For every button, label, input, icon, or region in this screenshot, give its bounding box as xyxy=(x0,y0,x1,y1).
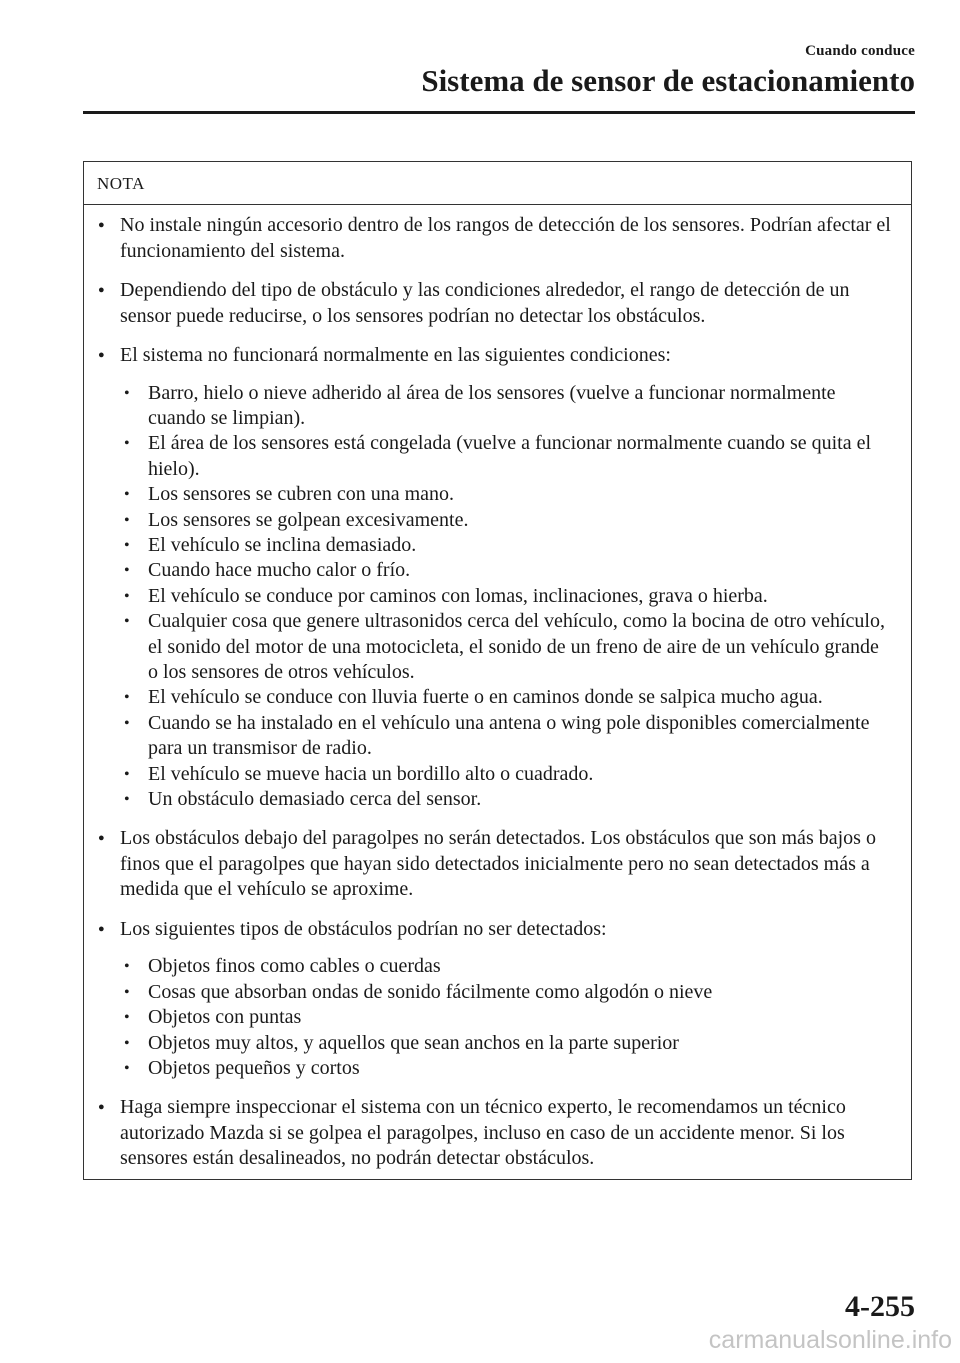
note-subitem: • El vehículo se conduce por caminos con lomas, inclinaciones, grava o hierba. xyxy=(120,584,893,609)
note-subitem: • Objetos muy altos, y aquellos que sean anchos en la parte superior xyxy=(120,1031,893,1056)
note-subitem: • Los sensores se golpean excesivamente. xyxy=(120,508,893,533)
page-number: 4-255 xyxy=(845,1290,915,1323)
note-subitem: • Objetos pequeños y cortos xyxy=(120,1056,893,1081)
note-item xyxy=(98,826,893,903)
note-sublist xyxy=(120,381,893,813)
page-header xyxy=(421,42,915,99)
note-item xyxy=(98,278,893,329)
note-heading: NOTA xyxy=(84,162,911,205)
note-box xyxy=(83,161,912,1180)
note-subitem: • Barro, hielo o nieve adherido al área de los sensores (vuelve a funcionar normalmente cuando se limpian). xyxy=(120,381,893,432)
note-item-text: El sistema no funcionará normalmente en las siguientes condiciones: xyxy=(120,344,671,366)
note-item-text: Los obstáculos debajo del paragolpes no serán detectados. Los obstáculos que son más bajos o finos que el paragolpes que hayan sido detectados inicialmente pero no sean detectados más a medida que el vehículo se aproxime. xyxy=(120,827,876,901)
note-subitem: • El área de los sensores está congelada (vuelve a funcionar normalmente cuando se quita el hielo). xyxy=(120,431,893,482)
note-item xyxy=(98,213,893,264)
header-divider xyxy=(83,111,915,114)
note-subitem: • Los sensores se cubren con una mano. xyxy=(120,482,893,507)
note-subitem: • Un obstáculo demasiado cerca del sensor. xyxy=(120,787,893,812)
note-item xyxy=(98,1095,893,1172)
note-subitem: • El vehículo se mueve hacia un bordillo alto o cuadrado. xyxy=(120,762,893,787)
note-item-text: Los siguientes tipos de obstáculos podrían no ser detectados: xyxy=(120,917,607,940)
note-item-text: Dependiendo del tipo de obstáculo y las condiciones alrededor, el rango de detección de un sensor puede reducirse, o los sensores podrían no detectar los obstáculos. xyxy=(120,279,850,327)
note-item-text: Haga siempre inspeccionar el sistema con un técnico experto, le recomendamos un técnico autorizado Mazda si se golpea el paragolpes, incluso en caso de un accidente menor. Si los sensores están desalineados, no podrán detectar obstáculos. xyxy=(120,1096,846,1170)
watermark: carmanualsonline.info xyxy=(708,1326,952,1354)
note-subitem: • Cualquier cosa que genere ultrasonidos cerca del vehículo, como la bocina de otro vehículo, el sonido del motor de una motocicleta, el sonido de un freno de aire de un vehículo grande o los sensores de otros vehículos. xyxy=(120,609,893,685)
chapter-title: Sistema de sensor de estacionamiento xyxy=(421,63,915,98)
note-item xyxy=(98,917,893,1082)
note-subitem: • Cosas que absorban ondas de sonido fácilmente como algodón o nieve xyxy=(120,980,893,1005)
note-sublist xyxy=(120,954,893,1081)
note-item xyxy=(98,343,893,812)
note-subitem: • Objetos finos como cables o cuerdas xyxy=(120,954,893,979)
note-body xyxy=(84,205,911,1172)
note-subitem: • Cuando hace mucho calor o frío. xyxy=(120,558,893,583)
note-subitem: • El vehículo se inclina demasiado. xyxy=(120,533,893,558)
note-subitem: • El vehículo se conduce con lluvia fuerte o en caminos donde se salpica mucho agua. xyxy=(120,685,893,710)
note-item-text: No instale ningún accesorio dentro de los rangos de detección de los sensores. Podrían afectar el funcionamiento del sistema. xyxy=(120,214,891,262)
note-subitem: • Objetos con puntas xyxy=(120,1005,893,1030)
section-label: Cuando conduce xyxy=(805,43,915,59)
note-subitem: • Cuando se ha instalado en el vehículo una antena o wing pole disponibles comercialmente para un transmisor de radio. xyxy=(120,711,893,762)
